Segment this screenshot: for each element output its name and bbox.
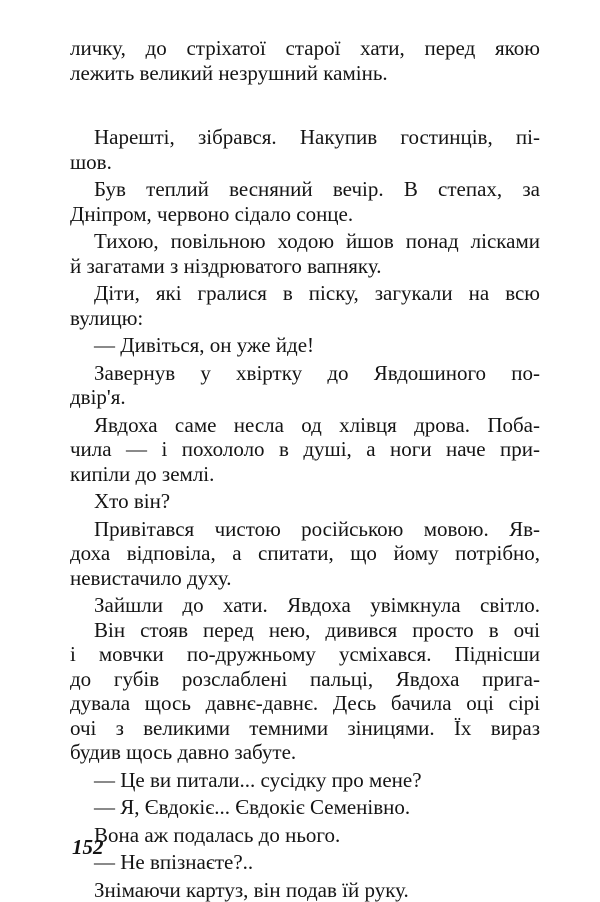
paragraph xyxy=(70,229,540,278)
text-line: вулицю: xyxy=(70,306,540,331)
text-line: — Це ви питали... сусідку про мене? xyxy=(70,768,540,793)
text-line: Нарешті, зібрався. Накупив гостинців, пі- xyxy=(70,125,540,150)
text-line: Дніпром, червоно сідало сонце. xyxy=(70,202,540,227)
text-line: Хто він? xyxy=(70,489,540,514)
text-line: — Я, Євдокіє... Євдокіє Семенівно. xyxy=(70,795,540,820)
paragraph xyxy=(70,517,540,591)
dialogue-line xyxy=(70,795,540,820)
dialogue-line xyxy=(70,333,540,358)
text-line: до губів розслаблені пальці, Явдоха прига- xyxy=(70,667,540,692)
text-line: Завернув у хвіртку до Явдошиного по- xyxy=(70,361,540,386)
text-line: шов. xyxy=(70,150,540,175)
text-line: — Не впізнаєте?.. xyxy=(70,850,540,875)
page-number: 152 xyxy=(72,835,104,860)
text-line: будив щось давно забуте. xyxy=(70,740,540,765)
paragraph xyxy=(70,361,540,410)
text-line: кипіли до землі. xyxy=(70,462,540,487)
text-line: Зайшли до хати. Явдоха увімкнула світло. xyxy=(70,593,540,618)
dialogue-line xyxy=(70,768,540,793)
text-line: дувала щось давнє-давнє. Десь бачила оці сірі xyxy=(70,691,540,716)
text-line: Діти, які гралися в піску, загукали на всю xyxy=(70,281,540,306)
text-line: лежить великий незрушний камінь. xyxy=(70,61,540,86)
text-line: очі з великими темними зіницями. Їх вираз xyxy=(70,716,540,741)
text-line: доха відповіла, а спитати, що йому потрібно, xyxy=(70,541,540,566)
text-line: Тихою, повільною ходою йшов понад лісками xyxy=(70,229,540,254)
text-line: чила — і похололо в душі, а ноги наче при- xyxy=(70,437,540,462)
text-line: Був теплий весняний вечір. В степах, за xyxy=(70,177,540,202)
paragraph xyxy=(70,823,540,848)
paragraph xyxy=(70,593,540,765)
text-line: — Дивіться, он уже йде! xyxy=(70,333,540,358)
paragraph xyxy=(70,281,540,330)
text-line: Явдоха саме несла од хлівця дрова. Поба- xyxy=(70,413,540,438)
dialogue-line xyxy=(70,850,540,875)
section-gap xyxy=(70,85,540,122)
paragraph xyxy=(70,489,540,514)
paragraph xyxy=(70,413,540,487)
text-line: і мовчки по-дружньому усміхався. Піднісши xyxy=(70,642,540,667)
text-line: й загатами з ніздрюватого вапняку. xyxy=(70,254,540,279)
paragraph xyxy=(70,177,540,226)
text-line: невистачило духу. xyxy=(70,566,540,591)
text-line: Вона аж подалась до нього. xyxy=(70,823,540,848)
page-text xyxy=(70,36,540,902)
text-line: Привітався чистою російською мовою. Яв- xyxy=(70,517,540,542)
text-line: личку, до стріхатої старої хати, перед якою xyxy=(70,36,540,61)
paragraph xyxy=(70,125,540,174)
text-line: двір'я. xyxy=(70,385,540,410)
opening-paragraph xyxy=(70,36,540,85)
text-line: Він стояв перед нею, дивився просто в очі xyxy=(70,618,540,643)
text-line: Знімаючи картуз, він подав їй руку. xyxy=(70,878,540,902)
paragraph xyxy=(70,878,540,902)
